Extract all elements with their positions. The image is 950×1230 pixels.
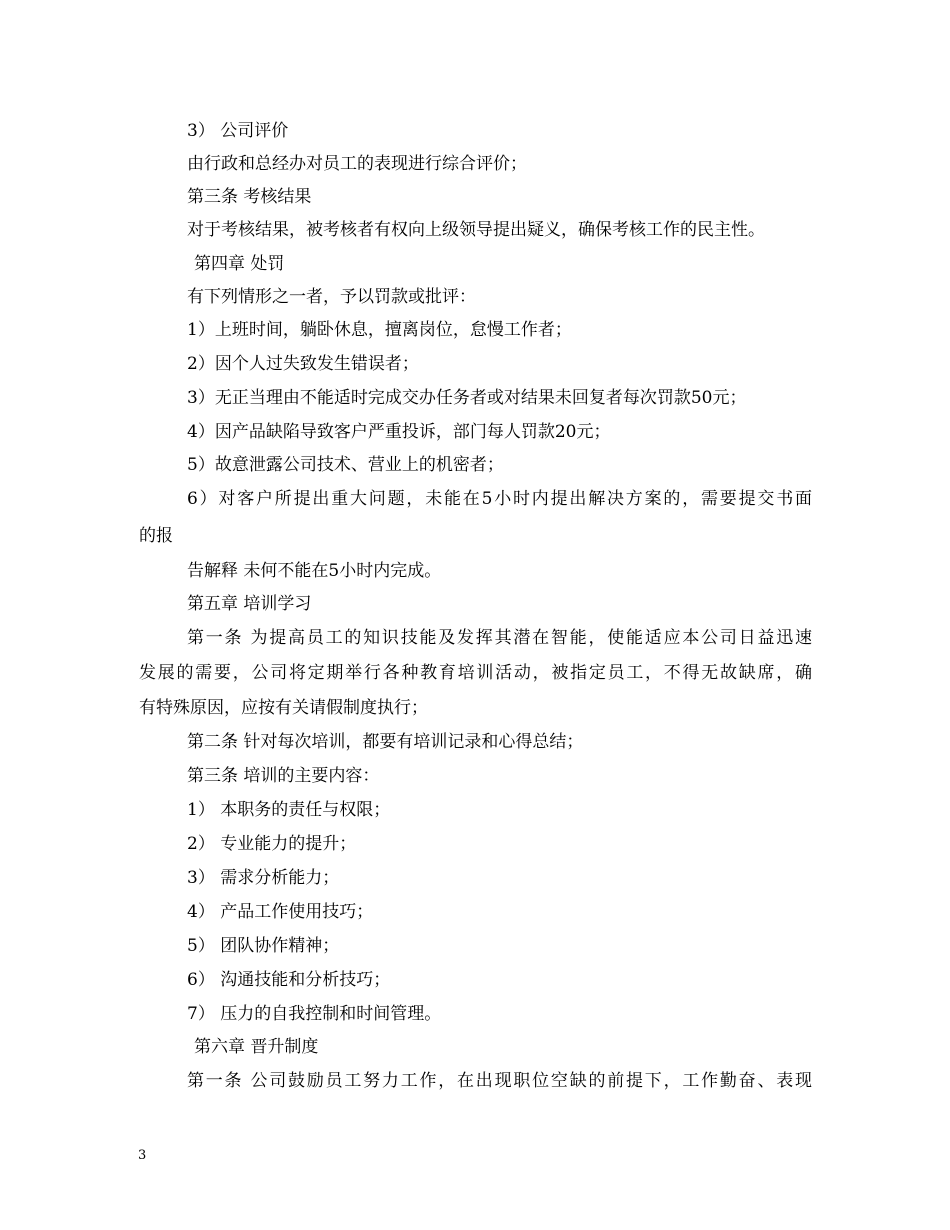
list-item: 1） 本职务的责任与权限；	[187, 800, 391, 820]
list-item: 1）上班时间，躺卧休息，擅离岗位，怠慢工作者；	[187, 320, 572, 340]
list-item: 5）故意泄露公司技术、营业上的机密者；	[187, 455, 504, 475]
page-number: 3	[138, 1148, 147, 1163]
paragraph-line: 对于考核结果，被考核者有权向上级领导提出疑义，确保考核工作的民主性。	[187, 220, 765, 240]
chapter-heading: 第六章 晋升制度	[194, 1037, 319, 1057]
article-heading: 第二条 针对每次培训，都要有培训记录和心得总结；	[187, 732, 584, 752]
article-heading: 第三条 培训的主要内容：	[187, 766, 380, 786]
chapter-heading: 第五章 培训学习	[187, 594, 312, 614]
list-item: 4）因产品缺陷导致客户严重投诉，部门每人罚款20元；	[187, 422, 611, 442]
paragraph-line: 由行政和总经办对员工的表现进行综合评价；	[187, 154, 527, 174]
paragraph-line: 有特殊原因，应按有关请假制度执行；	[139, 698, 428, 718]
paragraph-line: 发展的需要，公司将定期举行各种教育培训活动，被指定员工，不得无故缺席，确	[139, 663, 812, 683]
list-item: 7） 压力的自我控制和时间管理。	[187, 1004, 442, 1024]
paragraph-line: 第一条 公司鼓励员工努力工作，在出现职位空缺的前提下，工作勤奋、表现	[187, 1071, 812, 1091]
list-item: 4） 产品工作使用技巧；	[187, 902, 374, 922]
list-item: 6）对客户所提出重大问题，未能在5小时内提出解决方案的，需要提交书面	[187, 489, 812, 509]
list-item: 5） 团队协作精神；	[187, 936, 340, 956]
list-item: 3）无正当理由不能适时完成交办任务者或对结果未回复者每次罚款50元；	[187, 388, 747, 408]
list-item: 3） 需求分析能力；	[187, 868, 340, 888]
paragraph-line: 有下列情形之一者，予以罚款或批评：	[187, 287, 476, 307]
paragraph-line: 的报	[139, 526, 173, 546]
paragraph-line: 第一条 为提高员工的知识技能及发挥其潜在智能，使能适应本公司日益迅速	[187, 628, 812, 648]
chapter-heading: 第四章 处罚	[194, 254, 285, 274]
paragraph-line: 告解释 未何不能在5小时内完成。	[187, 561, 442, 581]
article-heading: 第三条 考核结果	[187, 187, 312, 207]
list-item: 6） 沟通技能和分析技巧；	[187, 970, 391, 990]
list-item: 2）因个人过失致发生错误者；	[187, 354, 419, 374]
list-item: 2） 专业能力的提升；	[187, 834, 357, 854]
list-item-company-evaluation: 3） 公司评价	[187, 121, 289, 141]
